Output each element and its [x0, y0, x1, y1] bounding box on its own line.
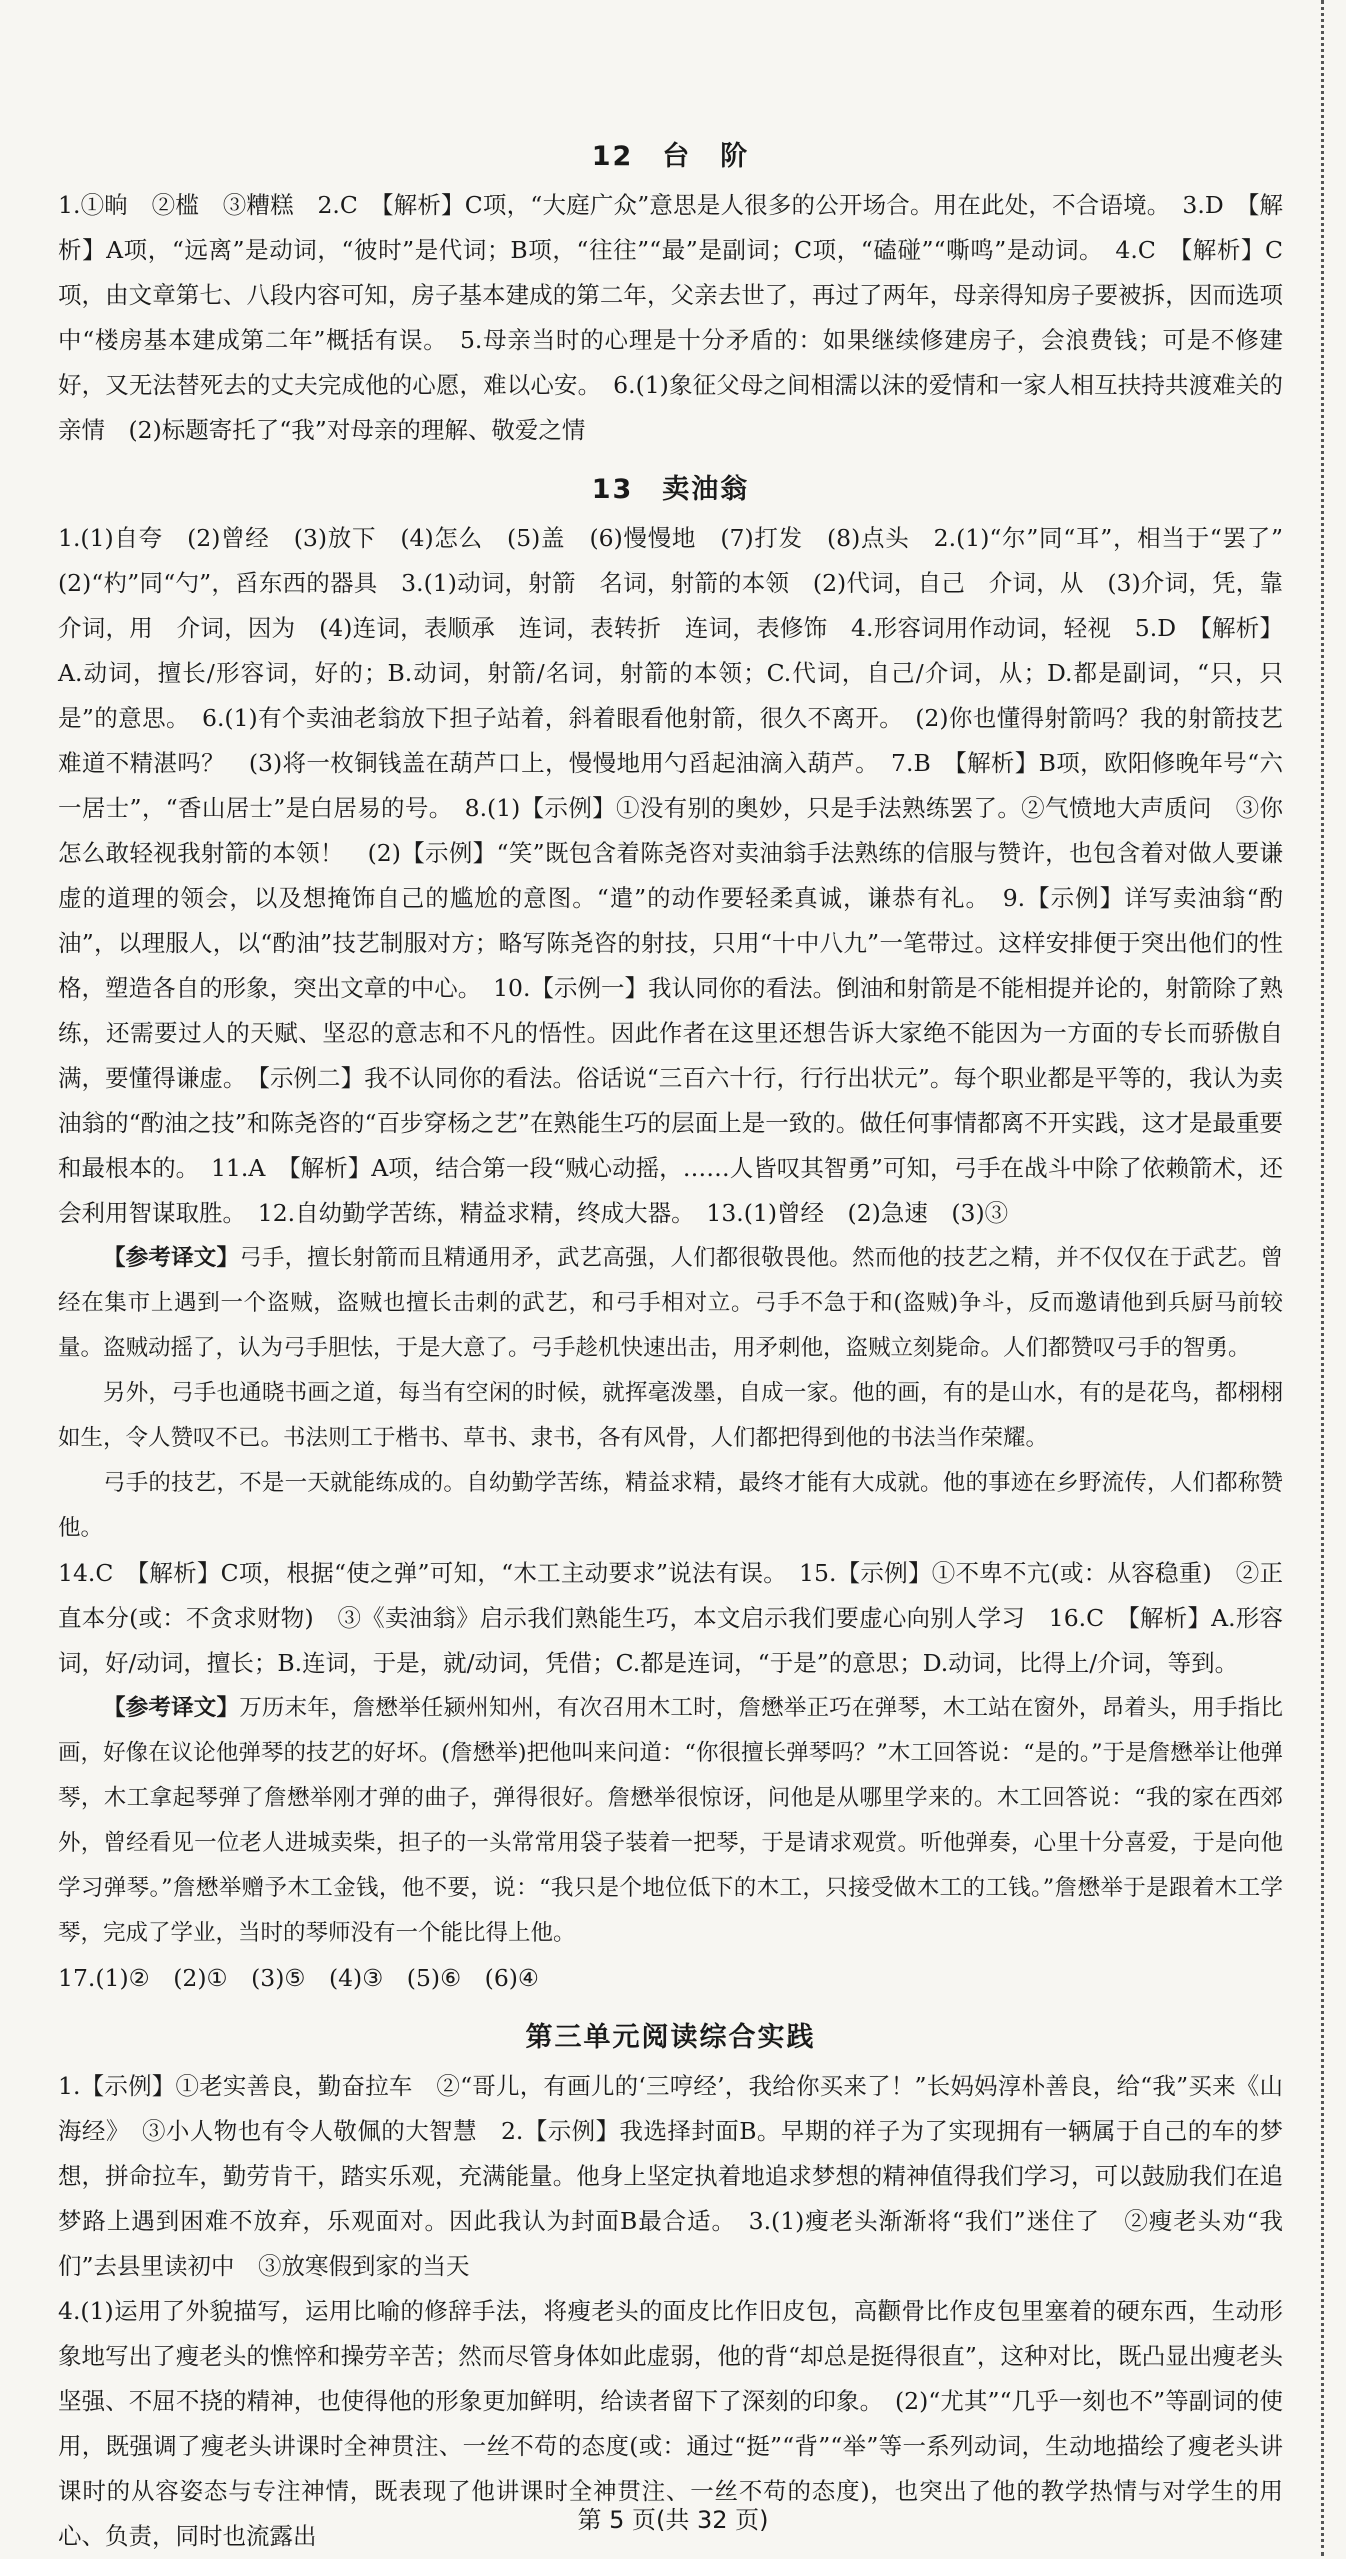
section-title-12: 12 台 阶 — [591, 141, 750, 172]
answer-block: 4.(1)运用了外貌描写，运用比喻的修辞手法，将瘦老头的面皮比作旧皮包，高颧骨比作皮包里塞着的硬东西，生动形象地写出了瘦老头的憔悴和操劳辛苦；然而尽管身体如此虚弱，他的背“却总是挺得很直”，这种对比，既凸显出瘦老头坚强、不屈不挠的精神，也使得他的形象更加鲜明，给读者留下了深刻的印象。 (2)“尤其”“几乎一刻也不”等副词的使用，既强调了瘦老头讲课时全神贯注、一丝不苟的态度(或：通过“挺”“背”“举”等一系列动词，生动地描绘了瘦老头讲课时的从容姿态与专注神情，既表现了他讲课时全神贯注、一丝不苟的态度)，也突出了他的教学热情与对学生的用心、负责，同时也流露出 — [58, 2297, 1283, 2550]
answer-block: 14.C 【解析】C项，根据“使之弹”可知，“木工主动要求”说法有误。 15.【示例】①不卑不亢(或：从容稳重) ②正直本分(或：不贪求财物) ③《卖油翁》启示我们熟能生巧，本文启示我们要虚心向别人学习 16.C 【解析】A.形容词，好/动词，擅长；B.连词，于是，就/动词，凭借；C.都是连词，“于是”的意思；D.动词，比得上/介词，等到。 — [58, 1559, 1283, 1677]
reference-text: 弓手，擅长射箭而且精通用矛，武艺高强，人们都很敬畏他。然而他的技艺之精，并不仅仅在于武艺。曾经在集市上遇到一个盗贼，盗贼也擅长击刺的武艺，和弓手相对立。弓手不急于和(盗贼)争斗，反而邀请他到兵厨马前较量。盗贼动摇了，认为弓手胆怯，于是大意了。弓手趁机快速出击，用矛刺他，盗贼立刻毙命。人们都赞叹弓手的智勇。 — [58, 1245, 1283, 1361]
answer-page — [58, 120, 1307, 2559]
reference-translation — [58, 1686, 1283, 1956]
section-title-unit3: 第三单元阅读综合实践 — [525, 2022, 816, 2053]
page-number: 第 5 页(共 32 页) — [577, 2506, 769, 2534]
section-title-13: 13 卖油翁 — [591, 474, 750, 505]
reference-text: 万历末年，詹懋举任颍州知州，有次召用木工时，詹懋举正巧在弹琴，木工站在窗外，昂着头，用手指比画，好像在议论他弹琴的技艺的好坏。(詹懋举)把他叫来问道：“你很擅长弹琴吗？”木工回答说：“是的。”于是詹懋举让他弹琴，木工拿起琴弹了詹懋举刚才弹的曲子，弹得很好。詹懋举很惊讶，问他是从哪里学来的。木工回答说：“我的家在西郊外，曾经看见一位老人进城卖柴，担子的一头常常用袋子装着一把琴，于是请求观赏。听他弹奏，心里十分喜爱，于是向他学习弹琴。”詹懋举赠予木工金钱，他不要，说：“我只是个地位低下的木工，只接受做木工的工钱。”詹懋举于是跟着木工学琴，完成了学业，当时的琴师没有一个能比得上他。 — [58, 1695, 1283, 1946]
answer-block: 17.(1)② (2)① (3)⑤ (4)③ (5)⑥ (6)④ — [58, 1964, 540, 1992]
answer-block: 1.(1)自夸 (2)曾经 (3)放下 (4)怎么 (5)盖 (6)慢慢地 (7)打发 (8)点头 2.(1)“尔”同“耳”，相当于“罢了” (2)“杓”同“勺”，舀东西的器具 3.(1)动词，射箭 名词，射箭的本领 (2)代词，自己 介词，从 (3)介词，凭，靠 介词，用 介词，因为 (4)连词，表顺承 连词，表转折 连词，表修饰 4.形容词用作动词，轻视 5.D 【解析】A.动词，擅长/形容词，好的；B.动词，射箭/名词，射箭的本领；C.代词，自己/介词，从；D.都是副词，“只，只是”的意思。 6.(1)有个卖油老翁放下担子站着，斜着眼看他射箭，很久不离开。 (2)你也懂得射箭吗？我的射箭技艺难道不精湛吗？ (3)将一枚铜钱盖在葫芦口上，慢慢地用勺舀起油滴入葫芦。 7.B 【解析】B项，欧阳修晚年号“六一居士”，“香山居士”是白居易的号。 8.(1)【示例】①没有别的奥妙，只是手法熟练罢了。②气愤地大声质问 ③你怎么敢轻视我射箭的本领！ (2)【示例】“笑”既包含着陈尧咨对卖油翁手法熟练的信服与赞许，也包含着对做人要谦虚的道理的领会，以及想掩饰自己的尴尬的意图。“遣”的动作要轻柔真诚，谦恭有礼。 9.【示例】详写卖油翁“酌油”，以理服人，以“酌油”技艺制服对方；略写陈尧咨的射技，只用“十中八九”一笔带过。这样安排便于突出他们的性格，塑造各自的形象，突出文章的中心。 10.【示例一】我认同你的看法。倒油和射箭是不能相提并论的，射箭除了熟练，还需要过人的天赋、坚忍的意志和不凡的悟性。因此作者在这里还想告诉大家绝不能因为一方面的专长而骄傲自满，要懂得谦虚。 【示例二】我不认同你的看法。俗话说“三百六十行，行行出状元”。每个职业都是平等的，我认为卖油翁的“酌油之技”和陈尧咨的“百步穿杨之艺”在熟能生巧的层面上是一致的。做任何事情都离不开实践，这才是最重要和最根本的。 11.A 【解析】A项，结合第一段“贼心动摇，……人皆叹其智勇”可知，弓手在战斗中除了依赖箭术，还会利用智谋取胜。 12.自幼勤学苦练，精益求精，终成大器。 13.(1)曾经 (2)急速 (3)③ — [58, 524, 1307, 1227]
reference-paragraph: 弓手的技艺，不是一天就能练成的。自幼勤学苦练，精益求精，最终才能有大成就。他的事迹在乡野流传，人们都称赞他。 — [58, 1470, 1283, 1541]
reference-translation — [58, 1236, 1283, 1371]
reference-label: 【参考译文】 — [103, 1695, 240, 1721]
reference-paragraph: 另外，弓手也通晓书画之道，每当有空闲的时候，就挥毫泼墨，自成一家。他的画，有的是山水，有的是花鸟，都栩栩如生，令人赞叹不已。书法则工于楷书、草书、隶书，各有风骨，人们都把得到他的书法当作荣耀。 — [58, 1380, 1283, 1451]
answer-block: 1.【示例】①老实善良，勤奋拉车 ②“哥儿，有画儿的‘三哼经’，我给你买来了！”长妈妈淳朴善良，给“我”买来《山海经》 ③小人物也有令人敬佩的大智慧 2.【示例】我选择封面B。早期的祥子为了实现拥有一辆属于自己的车的梦想，拼命拉车，勤劳肯干，踏实乐观，充满能量。他身上坚定执着地追求梦想的精神值得我们学习，可以鼓励我们在追梦路上遇到困难不放弃，乐观面对。因此我认为封面B最合适。 3.(1)瘦老头渐渐将“我们”迷住了 ②瘦老头劝“我们”去县里读初中 ③放寒假到家的当天 — [58, 2072, 1283, 2280]
reference-label: 【参考译文】 — [103, 1245, 240, 1271]
margin-dotted-rule — [1321, 0, 1324, 2556]
answer-block: 1.①晌 ②槛 ③糟糕 2.C 【解析】C项，“大庭广众”意思是人很多的公开场合。用在此处，不合语境。 3.D 【解析】A项，“远离”是动词，“彼时”是代词；B项，“往往”“最”是副词；C项，“磕碰”“嘶鸣”是动词。 4.C 【解析】C项，由文章第七、八段内容可知，房子基本建成的第二年，父亲去世了，再过了两年，母亲得知房子要被拆，因而选项中“楼房基本建成第二年”概括有误。 5.母亲当时的心理是十分矛盾的：如果继续修建房子，会浪费钱；可是不修建好，又无法替死去的丈夫完成他的心愿，难以心安。 6.(1)象征父母之间相濡以沫的爱情和一家人相互扶持共渡难关的亲情 (2)标题寄托了“我”对母亲的理解、敬爱之情 — [58, 191, 1283, 444]
